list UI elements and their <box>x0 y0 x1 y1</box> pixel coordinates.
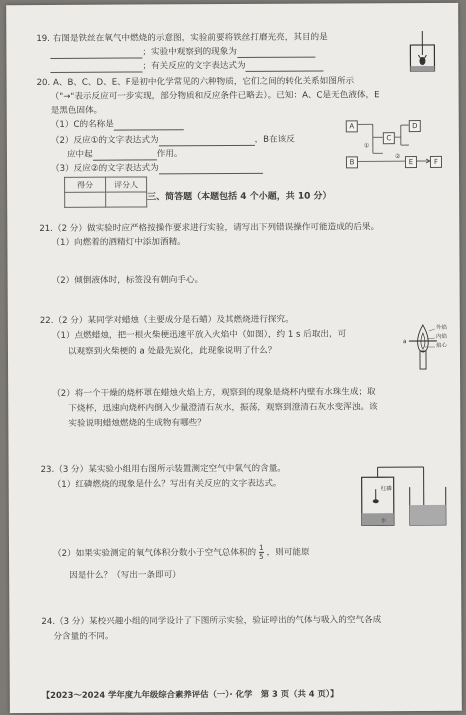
q23-line2: （1）红磷燃烧的现象是什么？写出有关反应的文字表达式。 <box>52 478 282 490</box>
reaction-1-label: ① <box>363 142 370 150</box>
red-phosphorus-label: 红磷 <box>380 486 392 493</box>
score-label: 得分 <box>65 177 106 192</box>
node-f: F <box>430 156 442 168</box>
q22-line2: （1）点燃蜡烛，把一根火柴梗迅速平放入火焰中（如图），约 1 s 后取出，可 <box>51 329 347 341</box>
node-a: A <box>346 120 358 132</box>
reaction-2-label: ② <box>394 153 401 161</box>
answer-blank[interactable] <box>246 62 324 72</box>
q20-line1: 20. A、B、C、D、E、F是初中化学常见的六种物质，它们之间的转化关系如图所示 <box>36 76 355 89</box>
node-e: E <box>405 156 417 168</box>
score-table <box>64 176 147 207</box>
q20-line6: 应中起 作用。 <box>66 149 183 160</box>
node-d: D <box>409 120 421 132</box>
answer-blank[interactable] <box>159 136 255 147</box>
q19-line1: 19. 右图是铁丝在氧气中燃烧的示意图，实验前要将铁丝打磨光亮，其目的是 <box>36 32 328 45</box>
q22-line6: 实验说明蜡烛燃烧的生成物有哪些？ <box>68 418 206 429</box>
q23-line3: （2）如果实验测定的氧气体积分数小于空气总体积的 $\frac{1}{5}$ ，则可能原 <box>52 543 310 561</box>
answer-blank[interactable] <box>237 48 315 58</box>
q22-line5: 下烧杯，迅速向烧杯内倒入少量澄清石灰水，振荡，观察到澄清石灰水变浑浊。该 <box>68 402 378 414</box>
page-footer: 【2023～2024 学年度九年级综合素养评估（一）· 化学 第 3 页（共 4 页）】 <box>41 688 339 701</box>
q22-line1: 22.（2 分）某同学对蜡烛（主要成分是石蜡）及其燃烧进行探究。 <box>39 314 294 327</box>
outer-flame-label: 外焰 <box>435 324 447 331</box>
iron-wire-flask-figure <box>404 29 440 75</box>
oxygen-apparatus-figure <box>354 461 454 532</box>
flame-core-label: 焰心 <box>435 342 447 349</box>
fraction: $\frac{1}{5}$ <box>259 543 264 561</box>
answer-blank[interactable] <box>93 150 157 160</box>
grader-cell[interactable] <box>106 192 147 207</box>
q21-line2: （1）向燃着的酒精灯中添加酒精。 <box>51 237 186 248</box>
q24-line2: 分含量的不同。 <box>53 631 114 642</box>
node-b: B <box>346 156 358 168</box>
answer-blank[interactable] <box>114 120 184 130</box>
q22-line3: 以观察到火柴梗的 a 处最先炭化，此现象说明了什么？ <box>67 345 277 357</box>
q20-line5: （2）反应①的文字表达式为 ，B在该反 <box>50 134 295 146</box>
answer-blank[interactable] <box>159 164 263 175</box>
exam-page <box>6 3 462 713</box>
q19-line2: ；实验中观察到的现象为 <box>50 47 315 59</box>
water-label: 水 <box>380 518 387 525</box>
q20-line3: 是黑色固体。 <box>50 105 103 116</box>
q22-line4: （2）将一个干燥的烧杯罩在蜡烛火焰上方，观察到的现象是烧杯内壁有水珠生成；取 <box>52 387 376 399</box>
node-c: C <box>383 132 395 144</box>
q20-line7: （3）反应②的文字表达式为 <box>51 163 263 175</box>
answer-blank[interactable] <box>50 62 142 72</box>
q20-line4: （1）C的名称是 <box>51 119 184 131</box>
q23-line1: 23.（3 分）某实验小组用右图所示装置测定空气中氧气的含量。 <box>40 463 286 476</box>
q20-line2: （"→"表示反应可一步实现，部分物质和反应条件已略去）。已知：A、C是无色液体，E <box>50 90 380 102</box>
answer-blank[interactable] <box>50 48 142 58</box>
score-cell[interactable] <box>65 192 106 207</box>
q24-line1: 24.（3 分）某校兴趣小组的同学设计了下图所示实验，验证呼出的气体与吸入的空气各成 <box>41 615 382 628</box>
grader-label: 评分人 <box>106 177 147 192</box>
q21-line1: 21.（2 分）做实验时应严格按操作要求进行实验，请写出下列错误操作可能造成的后果。 <box>39 222 380 235</box>
section-title: 三、简答题（本题包括 4 个小题，共 10 分） <box>147 191 332 203</box>
inner-flame-label: 内焰 <box>435 333 447 340</box>
candle-label-a: a <box>402 338 407 346</box>
q23-line4: 因是什么？（写出一条即可） <box>69 570 181 581</box>
q21-line3: （2）倾倒液体时，标签没有朝向手心。 <box>51 275 204 286</box>
q19-line3: ；有关反应的文字表达式为 <box>50 61 323 73</box>
